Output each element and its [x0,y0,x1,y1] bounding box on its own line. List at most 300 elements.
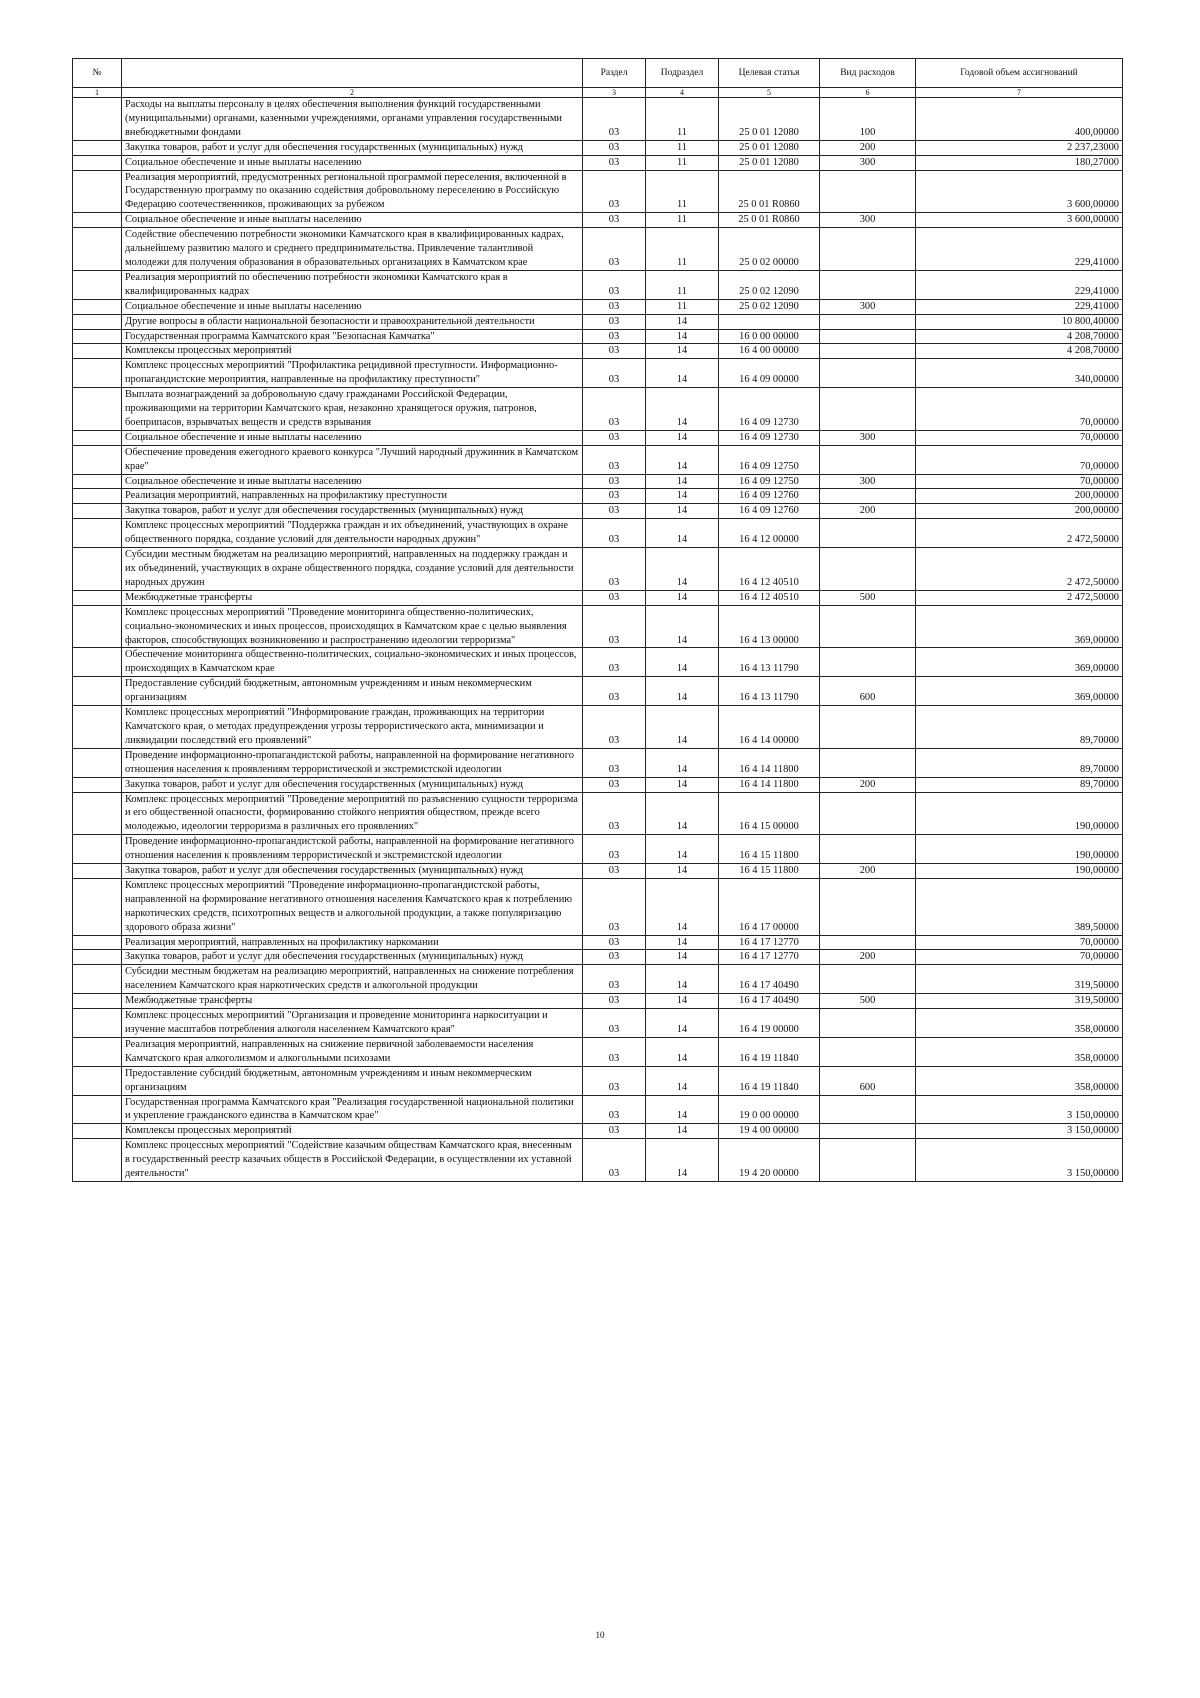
cell-annual-volume: 70,00000 [916,445,1123,474]
cell-target-article: 25 0 02 12090 [719,270,820,299]
cell-expense-type: 300 [820,213,916,228]
cell-razdel: 03 [583,228,646,271]
cell-description: Комплекс процессных мероприятий "Поддержка граждан и их объединений, участвующих в охране общественного порядка, создание условий для деятельности народных дружин" [122,519,583,548]
cell-description: Реализация мероприятий по обеспечению потребности экономики Камчатского края в квалифицированных кадрах [122,270,583,299]
cell-annual-volume: 229,41000 [916,228,1123,271]
table-row [73,344,1123,359]
cell-razdel: 03 [583,878,646,935]
table-row [73,548,1123,591]
cell-target-article: 16 4 15 11800 [719,864,820,879]
table-row [73,519,1123,548]
cell-number [73,950,122,965]
cell-number [73,935,122,950]
table-row [73,1037,1123,1066]
cell-number [73,777,122,792]
cell-expense-type: 200 [820,950,916,965]
cell-podrazdel: 14 [646,519,719,548]
table-row [73,170,1123,213]
cell-razdel: 03 [583,155,646,170]
col-number: 1 [73,88,122,98]
table-row [73,950,1123,965]
cell-annual-volume: 190,00000 [916,864,1123,879]
cell-razdel: 03 [583,344,646,359]
cell-target-article: 16 0 00 00000 [719,329,820,344]
cell-expense-type: 600 [820,1066,916,1095]
cell-annual-volume: 3 600,00000 [916,170,1123,213]
cell-target-article: 16 4 19 00000 [719,1009,820,1038]
cell-target-article: 19 4 00 00000 [719,1124,820,1139]
cell-razdel: 03 [583,835,646,864]
cell-expense-type: 100 [820,98,916,141]
cell-description: Межбюджетные трансферты [122,994,583,1009]
cell-number [73,299,122,314]
cell-target-article: 16 4 09 12730 [719,430,820,445]
cell-podrazdel: 14 [646,605,719,648]
table-row [73,474,1123,489]
cell-description: Комплекс процессных мероприятий "Проведение информационно-пропагандистской работы, направленной на формирование негативного отношения населения Камчатского края к потреблению наркотических средств, психотропных веществ и алкогольной продукции, а также популяризацию здорового образа жизни" [122,878,583,935]
cell-razdel: 03 [583,504,646,519]
cell-razdel: 03 [583,648,646,677]
cell-target-article [719,314,820,329]
cell-annual-volume: 358,00000 [916,1066,1123,1095]
table-row [73,329,1123,344]
col-header-expense-type: Вид расходов [820,59,916,88]
cell-description: Предоставление субсидий бюджетным, автономным учреждениям и иным некоммерческим организациям [122,1066,583,1095]
col-number: 2 [122,88,583,98]
cell-number [73,140,122,155]
cell-podrazdel: 11 [646,299,719,314]
cell-target-article: 19 4 20 00000 [719,1139,820,1182]
cell-podrazdel: 11 [646,270,719,299]
table-row [73,504,1123,519]
col-number: 5 [719,88,820,98]
cell-podrazdel: 14 [646,489,719,504]
cell-annual-volume: 319,50000 [916,965,1123,994]
cell-annual-volume: 70,00000 [916,430,1123,445]
cell-annual-volume: 358,00000 [916,1037,1123,1066]
cell-podrazdel: 14 [646,792,719,835]
cell-razdel: 03 [583,965,646,994]
cell-target-article: 25 0 01 12080 [719,155,820,170]
cell-annual-volume: 180,27000 [916,155,1123,170]
cell-podrazdel: 14 [646,1037,719,1066]
cell-razdel: 03 [583,299,646,314]
cell-expense-type: 500 [820,994,916,1009]
cell-razdel: 03 [583,170,646,213]
cell-number [73,359,122,388]
cell-target-article: 16 4 13 11790 [719,677,820,706]
cell-number [73,792,122,835]
table-row [73,359,1123,388]
cell-annual-volume: 2 472,50000 [916,519,1123,548]
cell-number [73,677,122,706]
cell-number [73,489,122,504]
cell-number [73,835,122,864]
table-row [73,299,1123,314]
col-number: 7 [916,88,1123,98]
cell-description: Проведение информационно-пропагандистской работы, направленной на формирование негативного отношения населения к проявлениям террористической и экстремистской идеологии [122,835,583,864]
cell-description: Комплекс процессных мероприятий "Информирование граждан, проживающих на территории Камчатского края, о методах предупреждения угрозы террористического акта, минимизации и ликвидации последствий его проявлений" [122,706,583,749]
cell-description: Комплекс процессных мероприятий "Профилактика рецидивной преступности. Информационно-пропагандистские мероприятия, направленные на профилактику преступности" [122,359,583,388]
cell-razdel: 03 [583,270,646,299]
table-row [73,748,1123,777]
cell-razdel: 03 [583,935,646,950]
cell-description: Реализация мероприятий, направленных на профилактику преступности [122,489,583,504]
cell-razdel: 03 [583,1037,646,1066]
table-row [73,648,1123,677]
cell-description: Комплекс процессных мероприятий "Содействие казачьим обществам Камчатского края, внесенным в государственный реестр казачьих обществ в Российской Федерации, в осуществлении их уставной деятельности" [122,1139,583,1182]
cell-description: Обеспечение проведения ежегодного краевого конкурса "Лучший народный дружинник в Камчатском крае" [122,445,583,474]
cell-number [73,1095,122,1124]
cell-expense-type [820,489,916,504]
cell-target-article: 16 4 12 00000 [719,519,820,548]
cell-target-article: 19 0 00 00000 [719,1095,820,1124]
table-row [73,835,1123,864]
cell-target-article: 16 4 09 12750 [719,445,820,474]
cell-description: Закупка товаров, работ и услуг для обеспечения государственных (муниципальных) нужд [122,140,583,155]
cell-expense-type [820,519,916,548]
table-row [73,314,1123,329]
cell-podrazdel: 14 [646,994,719,1009]
page-number: 10 [595,1630,605,1640]
cell-target-article: 16 4 00 00000 [719,344,820,359]
cell-podrazdel: 14 [646,1139,719,1182]
table-row [73,445,1123,474]
cell-number [73,1037,122,1066]
cell-razdel: 03 [583,792,646,835]
cell-podrazdel: 14 [646,935,719,950]
col-number: 6 [820,88,916,98]
cell-expense-type [820,748,916,777]
col-number: 4 [646,88,719,98]
table-row [73,864,1123,879]
cell-target-article: 16 4 09 12760 [719,489,820,504]
cell-expense-type: 200 [820,864,916,879]
cell-annual-volume: 358,00000 [916,1009,1123,1038]
cell-podrazdel: 11 [646,140,719,155]
cell-expense-type [820,359,916,388]
cell-expense-type: 500 [820,590,916,605]
cell-expense-type [820,965,916,994]
cell-razdel: 03 [583,605,646,648]
col-header-target-article: Целевая статья [719,59,820,88]
cell-description: Выплата вознаграждений за добровольную сдачу гражданами Российской Федерации, проживающими на территории Камчатского края, незаконно хранящегося оружия, патронов, боеприпасов, взрывчатых веществ и средств взрывания [122,388,583,431]
cell-annual-volume: 3 150,00000 [916,1124,1123,1139]
cell-annual-volume: 3 600,00000 [916,213,1123,228]
cell-description: Социальное обеспечение и иные выплаты населению [122,155,583,170]
cell-description: Реализация мероприятий, предусмотренных региональной программой переселения, включенной в Государственную программу по оказанию содействия добровольному переселению в Российскую Федерацию соотечественников, проживающих за рубежом [122,170,583,213]
table-row [73,213,1123,228]
cell-podrazdel: 14 [646,1009,719,1038]
cell-annual-volume: 200,00000 [916,489,1123,504]
cell-annual-volume: 319,50000 [916,994,1123,1009]
cell-podrazdel: 14 [646,706,719,749]
table-row [73,430,1123,445]
cell-number [73,706,122,749]
cell-target-article: 16 4 09 12730 [719,388,820,431]
cell-number [73,170,122,213]
cell-description: Комплекс процессных мероприятий "Проведение мониторинга общественно-политических, социально-экономических и иных процессов, происходящих в Камчатском крае с целью выявления факторов, способствующих возникновению и распространению идеологии терроризма" [122,605,583,648]
cell-podrazdel: 14 [646,329,719,344]
cell-podrazdel: 14 [646,590,719,605]
table-row [73,677,1123,706]
cell-expense-type [820,445,916,474]
cell-razdel: 03 [583,489,646,504]
cell-annual-volume: 369,00000 [916,677,1123,706]
cell-description: Социальное обеспечение и иные выплаты населению [122,299,583,314]
table-row [73,1124,1123,1139]
cell-description: Государственная программа Камчатского края "Реализация государственной национальной политики и укрепление гражданского единства в Камчатском крае" [122,1095,583,1124]
cell-description: Комплексы процессных мероприятий [122,1124,583,1139]
cell-number [73,228,122,271]
cell-number [73,445,122,474]
cell-annual-volume: 70,00000 [916,950,1123,965]
cell-target-article: 25 0 01 12080 [719,98,820,141]
table-row [73,777,1123,792]
cell-number [73,388,122,431]
cell-razdel: 03 [583,590,646,605]
cell-annual-volume: 369,00000 [916,648,1123,677]
cell-target-article: 25 0 02 12090 [719,299,820,314]
table-header-row [73,59,1123,88]
cell-number [73,648,122,677]
cell-expense-type [820,835,916,864]
cell-podrazdel: 11 [646,155,719,170]
cell-target-article: 16 4 14 00000 [719,706,820,749]
cell-podrazdel: 14 [646,835,719,864]
cell-annual-volume: 70,00000 [916,388,1123,431]
cell-number [73,590,122,605]
cell-description: Расходы на выплаты персоналу в целях обеспечения выполнения функций государственными (муниципальными) органами, казенными учреждениями, органами управления государственными внебюджетными фондами [122,98,583,141]
cell-target-article: 16 4 17 12770 [719,935,820,950]
cell-target-article: 16 4 14 11800 [719,748,820,777]
cell-number [73,965,122,994]
cell-expense-type [820,329,916,344]
cell-podrazdel: 14 [646,548,719,591]
cell-razdel: 03 [583,213,646,228]
cell-annual-volume: 190,00000 [916,835,1123,864]
cell-annual-volume: 400,00000 [916,98,1123,141]
cell-razdel: 03 [583,864,646,879]
cell-podrazdel: 14 [646,314,719,329]
cell-target-article: 16 4 17 12770 [719,950,820,965]
cell-target-article: 16 4 12 40510 [719,590,820,605]
cell-description: Обеспечение мониторинга общественно-политических, социально-экономических и иных процессов, происходящих в Камчатском крае [122,648,583,677]
cell-podrazdel: 14 [646,965,719,994]
cell-description: Проведение информационно-пропагандистской работы, направленной на формирование негативного отношения населения к проявлениям террористической и экстремистской идеологии [122,748,583,777]
cell-annual-volume: 4 208,70000 [916,344,1123,359]
cell-razdel: 03 [583,519,646,548]
cell-target-article: 16 4 13 11790 [719,648,820,677]
cell-expense-type: 300 [820,155,916,170]
cell-annual-volume: 389,50000 [916,878,1123,935]
cell-razdel: 03 [583,748,646,777]
cell-expense-type: 300 [820,430,916,445]
cell-razdel: 03 [583,474,646,489]
cell-expense-type [820,344,916,359]
cell-target-article: 16 4 19 11840 [719,1037,820,1066]
cell-number [73,1139,122,1182]
cell-number [73,1066,122,1095]
cell-description: Субсидии местным бюджетам на реализацию мероприятий, направленных на поддержку граждан и их объединений, участвующих в охране общественного порядка, создание условий для деятельности народных дружин [122,548,583,591]
cell-annual-volume: 89,70000 [916,706,1123,749]
cell-expense-type: 200 [820,140,916,155]
cell-description: Межбюджетные трансферты [122,590,583,605]
cell-razdel: 03 [583,388,646,431]
cell-expense-type [820,270,916,299]
cell-razdel: 03 [583,1124,646,1139]
cell-razdel: 03 [583,445,646,474]
cell-expense-type: 200 [820,777,916,792]
cell-annual-volume: 2 472,50000 [916,590,1123,605]
cell-target-article: 16 4 12 40510 [719,548,820,591]
table-row [73,270,1123,299]
cell-annual-volume: 229,41000 [916,270,1123,299]
cell-number [73,98,122,141]
cell-podrazdel: 14 [646,430,719,445]
cell-razdel: 03 [583,706,646,749]
cell-number [73,344,122,359]
budget-table [72,58,1123,1182]
cell-target-article: 25 0 02 00000 [719,228,820,271]
cell-podrazdel: 14 [646,677,719,706]
cell-description: Социальное обеспечение и иные выплаты населению [122,213,583,228]
column-numbers-row [73,88,1123,98]
cell-podrazdel: 14 [646,777,719,792]
table-row [73,792,1123,835]
cell-target-article: 25 0 01 12080 [719,140,820,155]
cell-podrazdel: 14 [646,504,719,519]
table-row [73,994,1123,1009]
table-row [73,706,1123,749]
table-row [73,935,1123,950]
cell-target-article: 16 4 19 11840 [719,1066,820,1095]
cell-expense-type [820,878,916,935]
col-header-name [122,59,583,88]
cell-podrazdel: 14 [646,388,719,431]
cell-razdel: 03 [583,677,646,706]
cell-razdel: 03 [583,1095,646,1124]
cell-expense-type [820,1009,916,1038]
cell-razdel: 03 [583,1139,646,1182]
cell-annual-volume: 70,00000 [916,935,1123,950]
cell-podrazdel: 11 [646,213,719,228]
cell-podrazdel: 14 [646,359,719,388]
table-row [73,1009,1123,1038]
table-row [73,98,1123,141]
cell-expense-type [820,1124,916,1139]
cell-expense-type: 300 [820,299,916,314]
cell-number [73,430,122,445]
cell-number [73,329,122,344]
cell-podrazdel: 11 [646,170,719,213]
cell-annual-volume: 10 800,40000 [916,314,1123,329]
col-number: 3 [583,88,646,98]
cell-expense-type: 600 [820,677,916,706]
col-header-razdel: Раздел [583,59,646,88]
cell-description: Социальное обеспечение и иные выплаты населению [122,430,583,445]
cell-number [73,314,122,329]
cell-description: Государственная программа Камчатского края "Безопасная Камчатка" [122,329,583,344]
cell-target-article: 16 4 09 12760 [719,504,820,519]
cell-target-article: 16 4 15 11800 [719,835,820,864]
cell-description: Реализация мероприятий, направленных на снижение первичной заболеваемости населения Камчатского края алкоголизмом и алкогольными психозами [122,1037,583,1066]
cell-description: Комплексы процессных мероприятий [122,344,583,359]
cell-number [73,155,122,170]
cell-description: Комплекс процессных мероприятий "Проведение мероприятий по разъяснению сущности терроризма и его общественной опасности, формированию стойкого неприятия обществом, прежде всего молодежью, идеологии терроризма в различных его проявлениях" [122,792,583,835]
cell-number [73,1009,122,1038]
cell-number [73,270,122,299]
cell-razdel: 03 [583,314,646,329]
cell-expense-type: 300 [820,474,916,489]
cell-podrazdel: 11 [646,228,719,271]
cell-annual-volume: 70,00000 [916,474,1123,489]
cell-target-article: 16 4 17 00000 [719,878,820,935]
cell-number [73,864,122,879]
cell-number [73,548,122,591]
cell-description: Предоставление субсидий бюджетным, автономным учреждениям и иным некоммерческим организациям [122,677,583,706]
cell-podrazdel: 14 [646,878,719,935]
cell-podrazdel: 14 [646,864,719,879]
cell-expense-type [820,170,916,213]
cell-target-article: 16 4 17 40490 [719,965,820,994]
cell-annual-volume: 200,00000 [916,504,1123,519]
cell-number [73,504,122,519]
cell-razdel: 03 [583,994,646,1009]
cell-description: Закупка товаров, работ и услуг для обеспечения государственных (муниципальных) нужд [122,504,583,519]
cell-description: Содействие обеспечению потребности экономики Камчатского края в квалифицированных кадрах, дальнейшему развитию малого и среднего предпринимательства. Привлечение талантливой молодежи для получения образования в образовательных организациях в Камчатском крае [122,228,583,271]
col-header-number: № [73,59,122,88]
table-row [73,878,1123,935]
cell-razdel: 03 [583,777,646,792]
cell-razdel: 03 [583,359,646,388]
cell-expense-type [820,1139,916,1182]
cell-number [73,474,122,489]
cell-annual-volume: 3 150,00000 [916,1139,1123,1182]
cell-target-article: 25 0 01 R0860 [719,213,820,228]
cell-annual-volume: 3 150,00000 [916,1095,1123,1124]
cell-target-article: 16 4 17 40490 [719,994,820,1009]
cell-description: Реализация мероприятий, направленных на профилактику наркомании [122,935,583,950]
table-row [73,140,1123,155]
table-row [73,489,1123,504]
cell-razdel: 03 [583,548,646,591]
budget-table-sheet [72,58,1122,1182]
cell-razdel: 03 [583,140,646,155]
cell-description: Закупка товаров, работ и услуг для обеспечения государственных (муниципальных) нужд [122,777,583,792]
cell-podrazdel: 14 [646,344,719,359]
table-row [73,605,1123,648]
table-row [73,388,1123,431]
cell-target-article: 16 4 14 11800 [719,777,820,792]
cell-annual-volume: 229,41000 [916,299,1123,314]
table-body [73,98,1123,1182]
cell-podrazdel: 11 [646,98,719,141]
cell-description: Субсидии местным бюджетам на реализацию мероприятий, направленных на снижение потребления населением Камчатского края наркотических средств и алкогольной продукции [122,965,583,994]
cell-description: Другие вопросы в области национальной безопасности и правоохранительной деятельности [122,314,583,329]
table-row [73,965,1123,994]
cell-razdel: 03 [583,329,646,344]
cell-podrazdel: 14 [646,1124,719,1139]
cell-razdel: 03 [583,1066,646,1095]
cell-annual-volume: 89,70000 [916,748,1123,777]
cell-expense-type [820,935,916,950]
cell-podrazdel: 14 [646,748,719,777]
cell-description: Закупка товаров, работ и услуг для обеспечения государственных (муниципальных) нужд [122,950,583,965]
cell-expense-type [820,792,916,835]
cell-number [73,878,122,935]
cell-podrazdel: 14 [646,474,719,489]
